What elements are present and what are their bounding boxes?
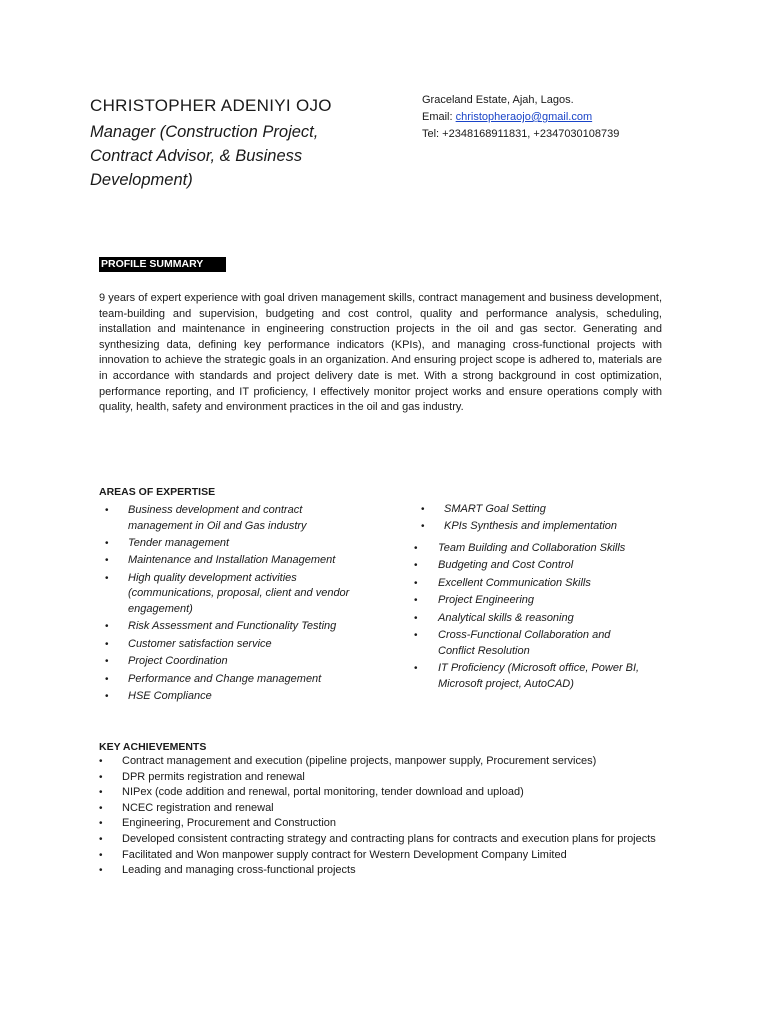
list-item-text: Contract management and execution (pipeline projects, manpower supply, Procurement services)	[122, 755, 597, 767]
list-item	[99, 816, 659, 832]
bullet-icon: •	[414, 612, 418, 624]
bullet-icon: •	[105, 656, 109, 668]
bullet-icon: •	[99, 833, 103, 845]
telephone: Tel: +2348168911831, +2347030108739	[422, 128, 620, 140]
list-item-text: Facilitated and Won manpower supply contract for Western Development Company Limited	[122, 848, 567, 861]
list-item-text: Maintenance and Installation Management	[128, 554, 336, 567]
bullet-icon: •	[105, 537, 109, 549]
list-item	[410, 541, 650, 557]
list-item	[420, 502, 650, 518]
list-item-text: Risk Assessment and Functionality Testing	[128, 620, 337, 633]
key-achievements-section	[99, 741, 659, 879]
list-item	[99, 801, 659, 817]
list-item-text: IT Proficiency (Microsoft office, Power BI, Microsoft project, AutoCAD)	[438, 661, 640, 690]
list-item-text: Engineering, Procurement and Construction	[122, 817, 337, 830]
expertise-left-list	[99, 503, 359, 706]
bullet-icon: •	[414, 577, 418, 589]
list-item	[99, 571, 359, 618]
bullet-icon: •	[414, 662, 418, 674]
achievements-heading: KEY ACHIEVEMENTS	[99, 741, 207, 753]
list-item	[99, 770, 659, 786]
list-item-text: Project Engineering	[438, 594, 535, 607]
bullet-icon: •	[421, 521, 425, 533]
bullet-icon: •	[421, 504, 425, 515]
email-line	[422, 109, 619, 126]
expertise-heading: AREAS OF EXPERTISE	[99, 486, 216, 498]
list-item-text: NCEC registration and renewal	[122, 801, 274, 814]
profile-summary-heading: PROFILE SUMMARY	[99, 257, 226, 272]
list-item	[99, 785, 659, 801]
list-item	[99, 619, 359, 635]
list-item-text: Tender management	[128, 536, 230, 549]
list-item	[410, 628, 650, 659]
bullet-icon: •	[105, 673, 109, 685]
list-item-text: Performance and Change management	[128, 672, 322, 685]
list-item	[99, 654, 359, 670]
list-item-text: Analytical skills & reasoning	[438, 611, 574, 624]
list-item	[410, 558, 650, 574]
list-item	[99, 637, 359, 653]
list-item	[410, 661, 650, 692]
list-item-text: Leading and managing cross-functional projects	[122, 864, 356, 877]
list-item-text: NIPex (code addition and renewal, portal monitoring, tender download and upload)	[122, 786, 524, 799]
address: Graceland Estate, Ajah, Lagos.	[422, 94, 574, 106]
list-item-text: Budgeting and Cost Control	[438, 559, 574, 572]
bullet-icon: •	[99, 802, 103, 814]
list-item	[99, 754, 659, 770]
list-item-text: HSE Compliance	[128, 689, 212, 702]
list-item-text: Excellent Communication Skills	[438, 576, 591, 589]
list-item	[99, 503, 359, 534]
bullet-icon: •	[105, 572, 109, 584]
bullet-icon: •	[99, 756, 103, 767]
list-item-text: Business development and contract management in Oil and Gas industry	[128, 504, 307, 532]
list-item-text: Team Building and Collaboration Skills	[438, 542, 626, 554]
bullet-icon: •	[99, 787, 103, 799]
list-item	[99, 863, 659, 879]
email-label: Email:	[422, 111, 456, 123]
bullet-icon: •	[105, 621, 109, 633]
bullet-icon: •	[105, 555, 109, 567]
bullet-icon: •	[99, 771, 103, 783]
list-item	[99, 832, 659, 848]
list-item-text: Project Coordination	[128, 655, 228, 668]
expertise-left-column	[99, 486, 350, 702]
list-item	[410, 611, 650, 627]
list-item-text: Customer satisfaction service	[128, 637, 272, 650]
candidate-role: Manager (Construction Project, Contract Advisor, & Business Development)	[90, 123, 319, 189]
bullet-icon: •	[414, 560, 418, 572]
list-item	[410, 576, 650, 592]
list-item	[420, 519, 650, 535]
expertise-right-top-list	[420, 502, 650, 537]
list-item-text: Cross-Functional Collaboration and Conflict Resolution	[438, 628, 611, 657]
bullet-icon: •	[99, 849, 103, 861]
list-item	[99, 553, 359, 569]
list-item	[99, 848, 659, 864]
bullet-icon: •	[105, 690, 109, 702]
bullet-icon: •	[414, 595, 418, 607]
bullet-icon: •	[105, 505, 109, 516]
bullet-icon: •	[99, 865, 103, 877]
list-item-text: KPIs Synthesis and implementation	[444, 520, 618, 533]
bullet-icon: •	[105, 638, 109, 650]
profile-summary-text: 9 years of expert experience with goal driven management skills, contract management and business development, team-building and supervision, budgeting and cost control, quality and performance analysis, scheduling, installation and maintenance in engineering construction projects in the oil and gas sector. Generating and synthesizing data, defining key performance indicators (KPIs), and managing cross-functional projects with innovation to achieve the strategic goals in an organization. And ensuring project scope is adhered to, materials are in accordance with standards and project delivery date is met. With a strong background in cost optimization, performance reporting, and IT proficiency, I effectively monitor project works and ensure operations comply with quality, health, safety and environment practices in the oil and gas industry.	[99, 292, 662, 414]
email-link[interactable]: christopheraojo@gmail.com	[455, 111, 593, 123]
list-item-text: High quality development activities (communications, proposal, client and vendor engagement)	[128, 571, 350, 615]
contact-block	[422, 92, 619, 143]
bullet-icon: •	[414, 629, 418, 641]
achievements-list	[99, 754, 659, 879]
bullet-icon: •	[414, 543, 418, 554]
list-item	[99, 689, 359, 705]
list-item	[410, 593, 650, 609]
list-item-text: Developed consistent contracting strategy and contracting plans for contracts and execution plans for projects	[122, 832, 656, 845]
bullet-icon: •	[99, 818, 103, 830]
list-item-text: DPR permits registration and renewal	[122, 770, 305, 783]
list-item	[99, 536, 359, 552]
candidate-name: CHRISTOPHER ADENIYI OJO	[90, 96, 332, 115]
list-item-text: SMART Goal Setting	[444, 503, 546, 515]
expertise-right-list	[410, 541, 650, 694]
list-item	[99, 672, 359, 688]
